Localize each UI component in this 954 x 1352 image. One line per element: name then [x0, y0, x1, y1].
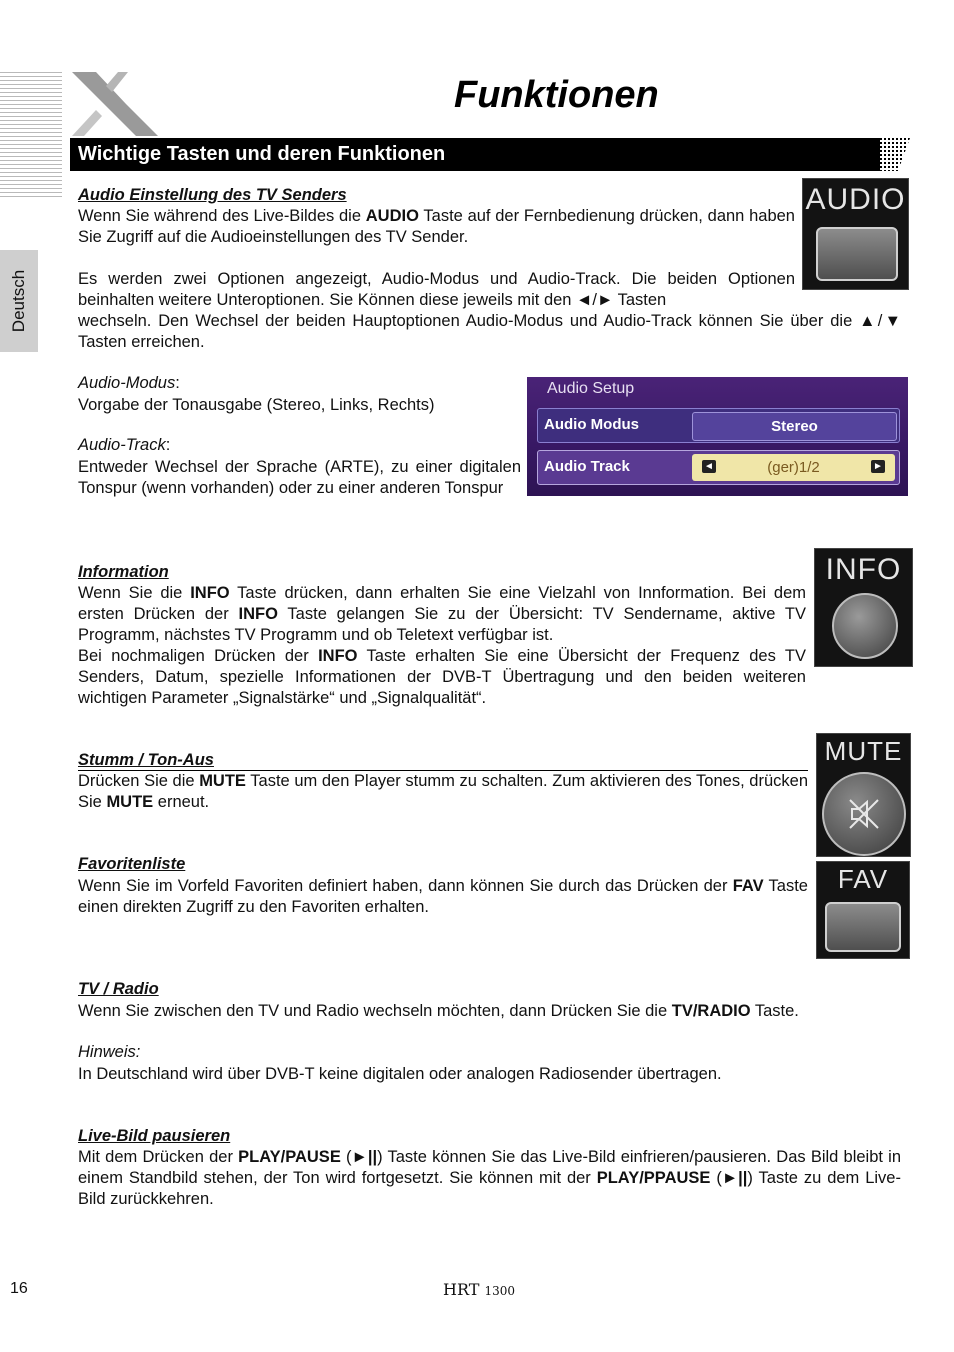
text-run: ) Taste können Sie das Live-Bild einfrieren/pausieren. Das Bild bleibt in einem Standbild stehen, der Ton wird fortgesetzt. Sie können mit der	[78, 1148, 901, 1187]
text-run: Bei nochmaligen Drücken der	[78, 647, 319, 665]
text-run: Drücken Sie die	[78, 772, 200, 790]
bold-key-name: MUTE	[106, 793, 154, 811]
header-stripes	[0, 72, 62, 200]
fav-key-image	[816, 861, 910, 959]
brand-logo	[66, 66, 166, 136]
footer-model-main: HRT	[443, 1280, 480, 1299]
fav-heading: Favoritenliste	[78, 855, 186, 873]
bold-key-name: INFO	[190, 584, 230, 602]
bold-key-name: PLAY/PAUSE	[238, 1148, 341, 1166]
bold-key-name: FAV	[732, 877, 764, 895]
language-tab-label: Deutsch	[9, 269, 28, 333]
audio-paragraph-1	[78, 206, 795, 248]
page-title: Funktionen	[454, 74, 659, 116]
pause-paragraph	[78, 1147, 901, 1210]
audio-paragraph-2a: Es werden zwei Optionen angezeigt, Audio-Modus und Audio-Track. Die beiden Optionen beinhalten weitere Unteroptionen. Sie Können diese jeweils mit den ◄/► Tasten	[78, 270, 795, 309]
tvradio-heading: TV / Radio	[78, 980, 159, 998]
audio-setup-row-track-label: Audio Track	[544, 458, 630, 475]
audio-key-label: AUDIO	[805, 183, 906, 216]
bold-key-name: PLAY/PPAUSE	[596, 1169, 711, 1187]
text-run: ) Taste zu dem Live-Bild zurückkehren.	[78, 1169, 901, 1208]
section-bar-dots	[868, 138, 910, 171]
audio-setup-row-track-value: (ger)1/2	[767, 459, 820, 476]
bold-key-name: ►||	[721, 1169, 748, 1187]
arrow-left-icon: ◄	[702, 460, 716, 473]
text-run: Wenn Sie die	[78, 584, 191, 602]
tvradio-note-label: Hinweis:	[78, 1043, 141, 1061]
fav-key-button-icon	[825, 902, 901, 952]
audio-mode-text: Vorgabe der Tonausgabe (Stereo, Links, Rechts)	[78, 396, 435, 414]
section-bar-title: Wichtige Tasten und deren Funktionen	[78, 143, 446, 165]
text-run: Wenn Sie im Vorfeld Favoriten definiert haben, dann können Sie durch das Drücken der	[78, 877, 733, 895]
audio-mode-label-line: Audio-Modus:	[78, 374, 180, 392]
audio-setup-screenshot	[527, 377, 908, 496]
footer-model	[443, 1280, 515, 1299]
text-run: Taste einen direkten Zugriff zu den Favoriten erhalten.	[78, 877, 808, 916]
section-bar	[70, 138, 880, 171]
bold-key-name: ►||	[351, 1148, 378, 1166]
text-run: Taste um den Player stumm zu schalten. Zum aktivieren des Tones, drücken Sie	[78, 772, 808, 811]
bold-key-name: INFO	[238, 605, 278, 623]
bold-key-name: INFO	[318, 647, 358, 665]
bold-key-name: MUTE	[199, 772, 246, 790]
tvradio-paragraph	[78, 1001, 901, 1022]
text-run: Wenn Sie während des Live-Bildes die	[78, 207, 366, 225]
bold-key-name: AUDIO	[365, 207, 419, 225]
mute-paragraph	[78, 771, 808, 813]
info-paragraph	[78, 583, 806, 709]
bold-key-name: TV/RADIO	[671, 1002, 751, 1020]
page-number: 16	[10, 1280, 28, 1297]
info-key-label: INFO	[825, 553, 902, 586]
text-run: Wenn Sie zwischen den TV und Radio wechseln möchten, dann Drücken Sie die	[78, 1002, 672, 1020]
info-heading: Information	[78, 563, 169, 581]
audio-key-image	[802, 178, 909, 290]
text-run: Mit dem Drücken der	[78, 1148, 239, 1166]
footer-model-number: 1300	[484, 1284, 516, 1298]
info-key-button-icon	[832, 593, 898, 659]
fav-key-label: FAV	[837, 864, 889, 894]
speaker-muted-icon	[848, 798, 880, 830]
pause-heading: Live-Bild pausieren	[78, 1127, 231, 1145]
audio-heading: Audio Einstellung des TV Senders	[78, 186, 347, 204]
text-run: Taste.	[750, 1002, 799, 1020]
mute-key-button	[822, 772, 906, 856]
language-tab	[0, 250, 38, 352]
text-run: (	[340, 1148, 352, 1166]
audio-mode-label: Audio-Modus	[78, 374, 176, 392]
audio-setup-row-mode-label: Audio Modus	[544, 416, 639, 433]
audio-setup-row-mode	[537, 408, 900, 443]
text-run: (	[710, 1169, 722, 1187]
audio-track-text: Entweder Wechsel der Sprache (ARTE), zu einer digitalen Tonspur (wenn vorhanden) oder zu einer anderen Tonspur	[78, 458, 521, 497]
text-run: erneut.	[153, 793, 210, 811]
audio-track-label-line: Audio-Track:	[78, 436, 171, 454]
mute-key-image	[816, 733, 911, 857]
text-run: Taste auf der Fernbedienung drücken, dann haben Sie Zugriff auf die Audioeinstellungen des TV Sender.	[78, 207, 795, 246]
text-run: Taste drücken, dann erhalten Sie eine Vielzahl von Innformation. Bei dem ersten Drücken der	[78, 584, 806, 623]
mute-key-label: MUTE	[824, 736, 903, 766]
audio-setup-row-track-value-box	[692, 454, 895, 481]
text-run: Taste gelangen Sie zu der Übersicht: TV Sendername, aktive TV Programm, nächstes TV Programm und ob Teletext verfügbar ist.	[78, 605, 806, 644]
arrow-right-icon: ►	[871, 460, 885, 473]
audio-setup-row-mode-value: Stereo	[771, 418, 818, 435]
audio-setup-title: Audio Setup	[547, 380, 635, 397]
audio-setup-row-track	[537, 450, 900, 485]
audio-key-button-icon	[816, 227, 898, 281]
text-run: Taste erhalten Sie eine Übersicht der Frequenz des TV Senders, Datum, spezielle Informationen der DVB-T Übertragung und den beiden weiteren wichtigen Parameter „Signalstärke“ und „Signalqualität“.	[78, 647, 806, 707]
audio-paragraph-2b: wechseln. Den Wechsel der beiden Hauptoptionen Audio-Modus und Audio-Track können Sie über die ▲/▼ Tasten erreichen.	[78, 312, 901, 351]
mute-heading: Stumm / Ton-Aus	[78, 751, 214, 769]
tvradio-note-text: In Deutschland wird über DVB-T keine digitalen oder analogen Radiosender übertragen.	[78, 1065, 722, 1083]
audio-track-label: Audio-Track	[78, 436, 166, 454]
fav-paragraph	[78, 876, 808, 918]
info-key-image	[814, 548, 913, 667]
audio-setup-row-mode-value-box	[692, 412, 897, 441]
